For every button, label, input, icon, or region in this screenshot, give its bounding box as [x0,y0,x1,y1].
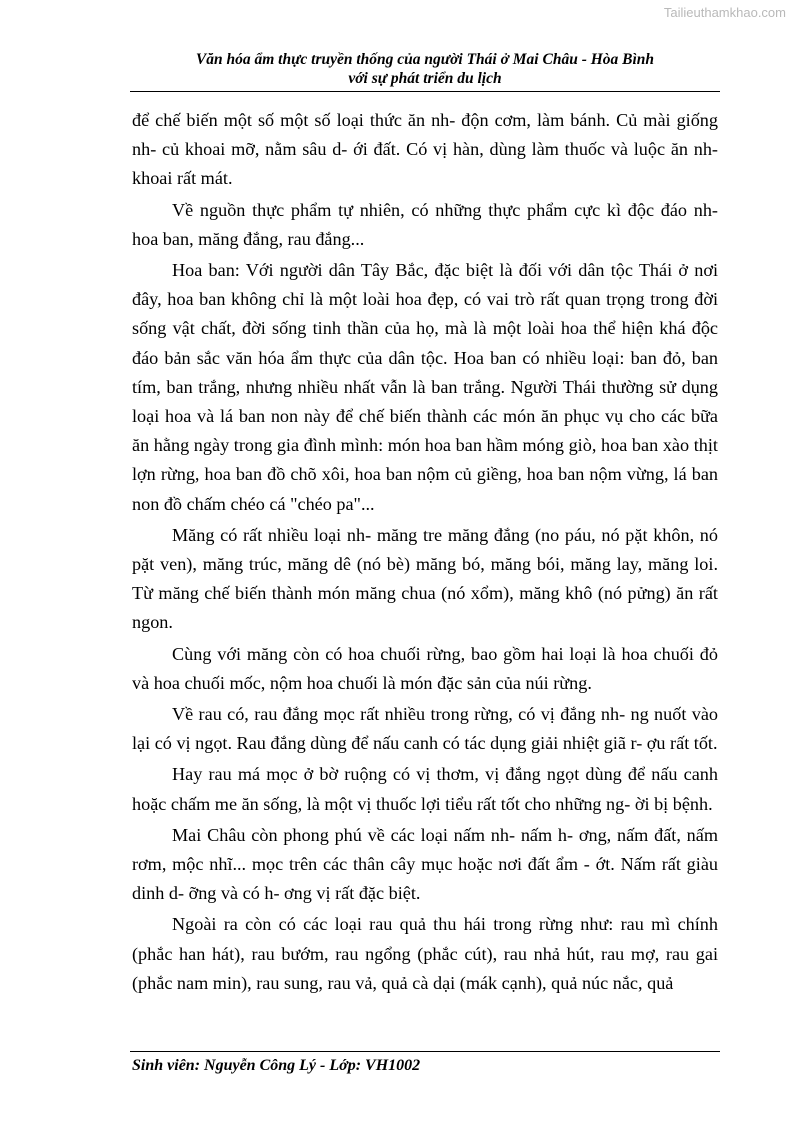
paragraph-8: Mai Châu còn phong phú về các loại nấm nh- nấm h- ơng, nấm đất, nấm rơm, mộc nhĩ... mọc trên các thân cây mục hoặc nơi đất ẩm - ớt. Nấm rất giàu dinh d- ỡng và có h- ơng vị rất đặc biệt. [132,824,718,904]
paragraph-9: Ngoài ra còn có các loại rau quả thu hái trong rừng như: rau mì chính (phắc han hát), rau bướm, rau ngổng (phắc cút), rau nhả hút, rau mợ, rau gai (phắc nam min), rau sung, rau vả, quả cà dại (mák cạnh), quả núc nắc, quả [132,914,718,993]
page-header [130,50,720,88]
paragraph-2: Về nguồn thực phẩm tự nhiên, có những thực phẩm cực kì độc đáo nh- hoa ban, măng đắng, rau đắng... [132,199,718,249]
paragraph-5: Cùng với măng còn có hoa chuối rừng, bao gồm hai loại là hoa chuối đỏ và hoa chuối mốc, nộm hoa chuối là món đặc sản của núi rừng. [132,643,718,693]
paragraph-4: Măng có rất nhiều loại nh- măng tre măng đắng (no páu, nó pặt khôn, nó pặt ven), măng trúc, măng dê (nó bè) măng bó, măng bói, măng lay, măng loi. Từ măng chế biến thành món măng chua (nó xổm), măng khô (nó pửng) ăn rất ngon. [132,524,718,633]
header-divider [130,91,720,92]
paragraph-7: Hay rau má mọc ở bờ ruộng có vị thơm, vị đắng ngọt dùng để nấu canh hoặc chấm me ăn sống, là một vị thuốc lợi tiểu rất tốt cho những ng- ời bị bệnh. [132,764,718,814]
paragraph-6: Về rau có, rau đắng mọc rất nhiều trong rừng, có vị đắng nh- ng nuốt vào lại có vị ngọt. Rau đắng dùng để nấu canh có tác dụng giải nhiệt giã r- ợu rất tốt. [132,704,718,754]
paragraph-3: Hoa ban: Với người dân Tây Bắc, đặc biệt là đối với dân tộc Thái ở nơi đây, hoa ban không chỉ là một loài hoa đẹp, có vai trò rất quan trọng trong đời sống vật chất, đời sống tinh thần của họ, mà là một loài hoa thể hiện khá độc đáo bản sắc văn hóa ẩm thực của dân tộc. Hoa ban có nhiều loại: ban đỏ, ban tím, ban trắng, nhưng nhiều nhất vẫn là ban trắng. Người Thái thường sử dụng loại hoa và lá ban non này để chế biến thành các món ăn phục vụ cho các bữa ăn hằng ngày trong gia đình mình: món hoa ban hầm móng giò, hoa ban xào thịt lợn rừng, hoa ban đồ chõ xôi, hoa ban nộm củ giềng, hoa ban nộm vừng, lá ban non đồ chấm chéo cá "chéo pa"... [132,260,718,514]
watermark: Tailieuthamkhao.com [663,5,786,20]
header-title-line-1: Văn hóa ẩm thực truyền thống của người Thái ở Mai Châu - Hòa Bình [195,51,655,68]
footer-divider [130,1051,720,1052]
document-body [132,106,718,998]
paragraph-1: để chế biến một số một số loại thức ăn nh- độn cơm, làm bánh. Củ mài giống nh- củ khoai mỡ, nằm sâu d- ới đất. Có vị hàn, dùng làm thuốc và luộc ăn nh- khoai rất mát. [132,110,718,189]
page-footer: Sinh viên: Nguyễn Công Lý - Lớp: VH1002 [132,1057,421,1074]
header-title-line-2: với sự phát triển du lịch [348,70,502,87]
